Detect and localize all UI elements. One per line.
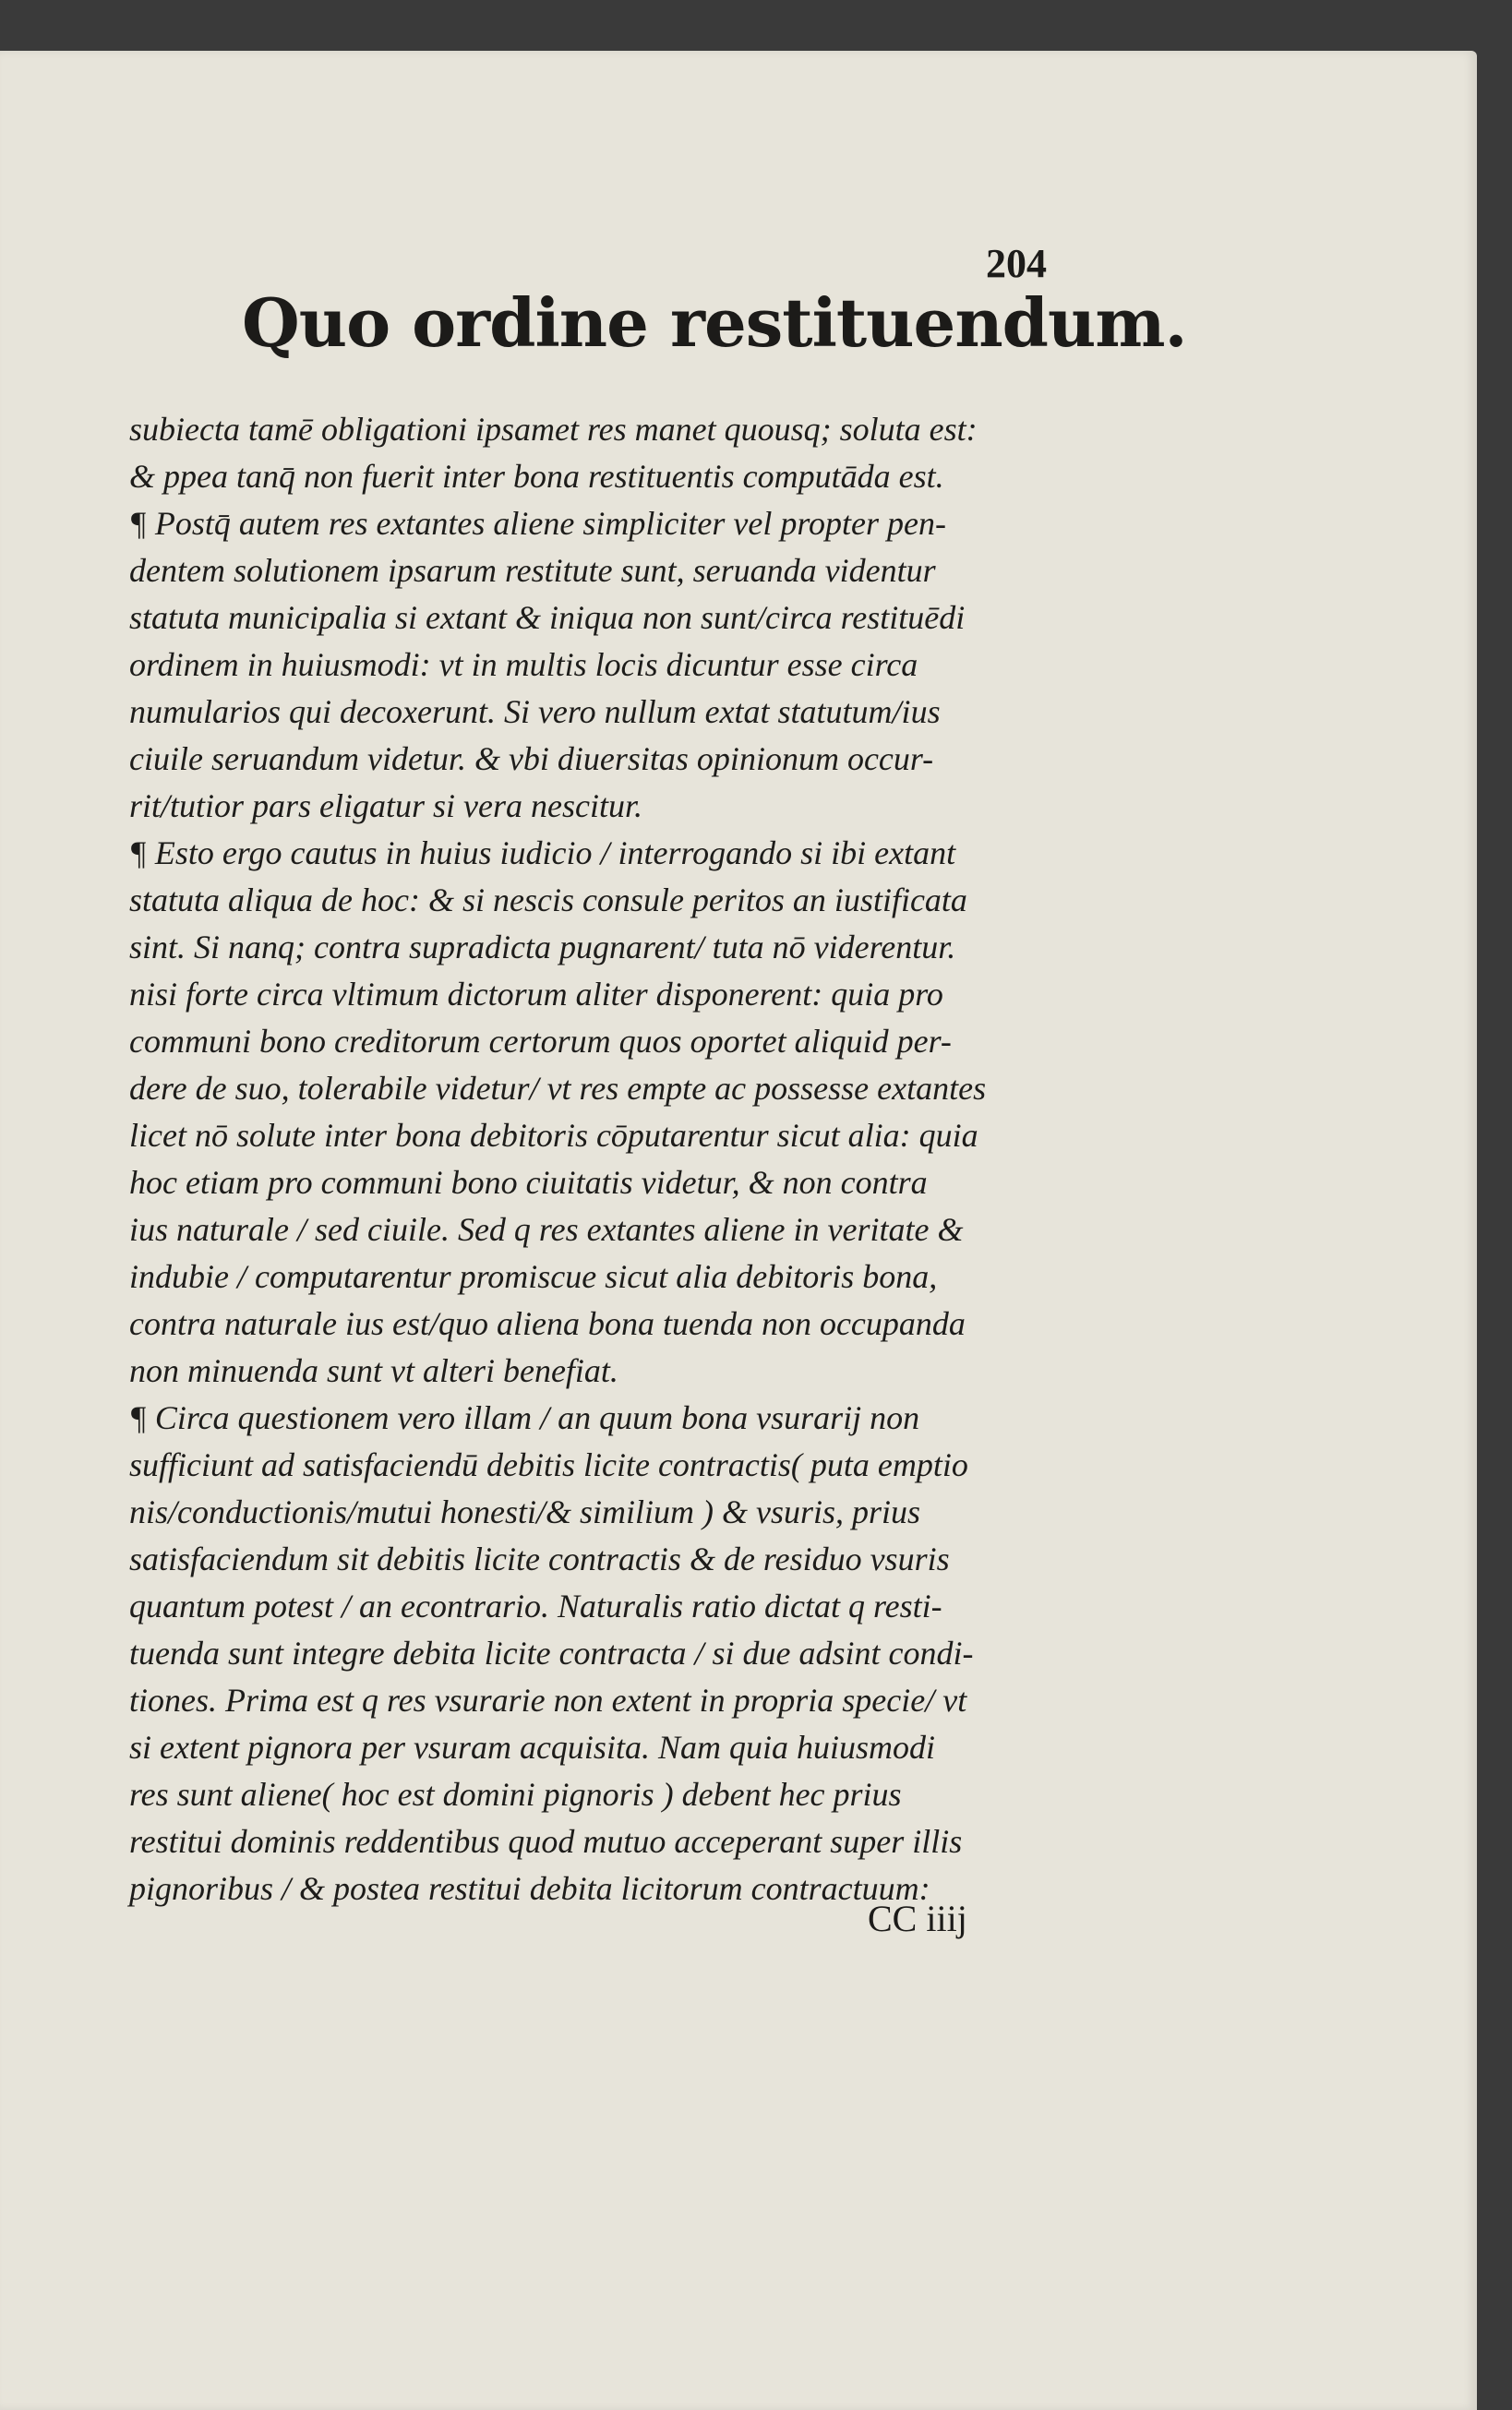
text-line: sufficiunt ad satisfaciendū debitis licite contractis( puta emptio bbox=[129, 1446, 968, 1483]
text-line: restitui dominis reddentibus quod mutuo acceperant super illis bbox=[129, 1823, 963, 1860]
text-line: licet nō solute inter bona debitoris cōputarentur sicut alia: quia bbox=[129, 1117, 978, 1154]
running-title: Quo ordine restituendum. bbox=[242, 283, 1187, 362]
page-number: 204 bbox=[986, 241, 1047, 286]
text-line: dere de suo, tolerabile videtur/ vt res empte ac possesse extantes bbox=[129, 1070, 987, 1107]
text-line: ciuile seruandum videtur. & vbi diuersitas opinionum occur- bbox=[129, 740, 934, 777]
text-line: nis/conductionis/mutui honesti/& similium ) & vsuris, prius bbox=[129, 1493, 921, 1530]
text-line: contra naturale ius est/quo aliena bona tuenda non occupanda bbox=[129, 1305, 966, 1342]
book-page bbox=[0, 51, 1477, 2410]
text-line: si extent pignora per vsuram acquisita. Nam quia huiusmodi bbox=[129, 1729, 935, 1766]
signature-mark: CC iiij bbox=[868, 1898, 967, 1939]
text-line: ordinem in huiusmodi: vt in multis locis dicuntur esse circa bbox=[129, 646, 918, 683]
text-line: dentem solutionem ipsarum restitute sunt, seruanda videntur bbox=[129, 552, 936, 589]
text-line: indubie / computarentur promiscue sicut alia debitoris bona, bbox=[129, 1258, 938, 1295]
text-line: non minuenda sunt vt alteri benefiat. bbox=[129, 1352, 618, 1389]
text-line: communi bono creditorum certorum quos oportet aliquid per- bbox=[129, 1023, 952, 1060]
text-line: res sunt aliene( hoc est domini pignoris ) debent hec prius bbox=[129, 1776, 902, 1813]
text-line: & ppea tanq̄ non fuerit inter bona restituentis computāda est. bbox=[129, 458, 944, 495]
text-line: ius naturale / sed ciuile. Sed q res extantes aliene in veritate & bbox=[129, 1211, 964, 1248]
text-line: tiones. Prima est q res vsurarie non extent in propria specie/ vt bbox=[129, 1682, 967, 1719]
text-line: hoc etiam pro communi bono ciuitatis videtur, & non contra bbox=[129, 1164, 928, 1201]
text-line: statuta aliqua de hoc: & si nescis consule peritos an iustificata bbox=[129, 881, 967, 918]
text-line: tuenda sunt integre debita licite contracta / si due adsint condi- bbox=[129, 1635, 974, 1672]
text-line: ¶ Postq̄ autem res extantes aliene simpliciter vel propter pen- bbox=[129, 505, 946, 542]
text-line: ¶ Circa questionem vero illam / an quum bona vsurarij non bbox=[129, 1399, 920, 1436]
text-line: subiecta tamē obligationi ipsamet res manet quousq; soluta est: bbox=[129, 411, 978, 448]
text-line: rit/tutior pars eligatur si vera nescitur. bbox=[129, 787, 643, 824]
text-line: satisfaciendum sit debitis licite contractis & de residuo vsuris bbox=[129, 1541, 950, 1577]
text-line: nisi forte circa vltimum dictorum aliter disponerent: quia pro bbox=[129, 976, 943, 1013]
text-line: numularios qui decoxerunt. Si vero nullum extat statutum/ius bbox=[129, 693, 941, 730]
text-line: sint. Si nanq; contra supradicta pugnarent/ tuta nō viderentur. bbox=[129, 929, 956, 965]
text-line: pignoribus / & postea restitui debita licitorum contractuum: bbox=[129, 1870, 930, 1907]
text-line: statuta municipalia si extant & iniqua non sunt/circa restituēdi bbox=[129, 599, 966, 636]
text-line: ¶ Esto ergo cautus in huius iudicio / interrogando si ibi extant bbox=[129, 834, 956, 871]
body-text bbox=[129, 406, 1108, 1912]
text-line: quantum potest / an econtrario. Naturalis ratio dictat q resti- bbox=[129, 1588, 942, 1625]
